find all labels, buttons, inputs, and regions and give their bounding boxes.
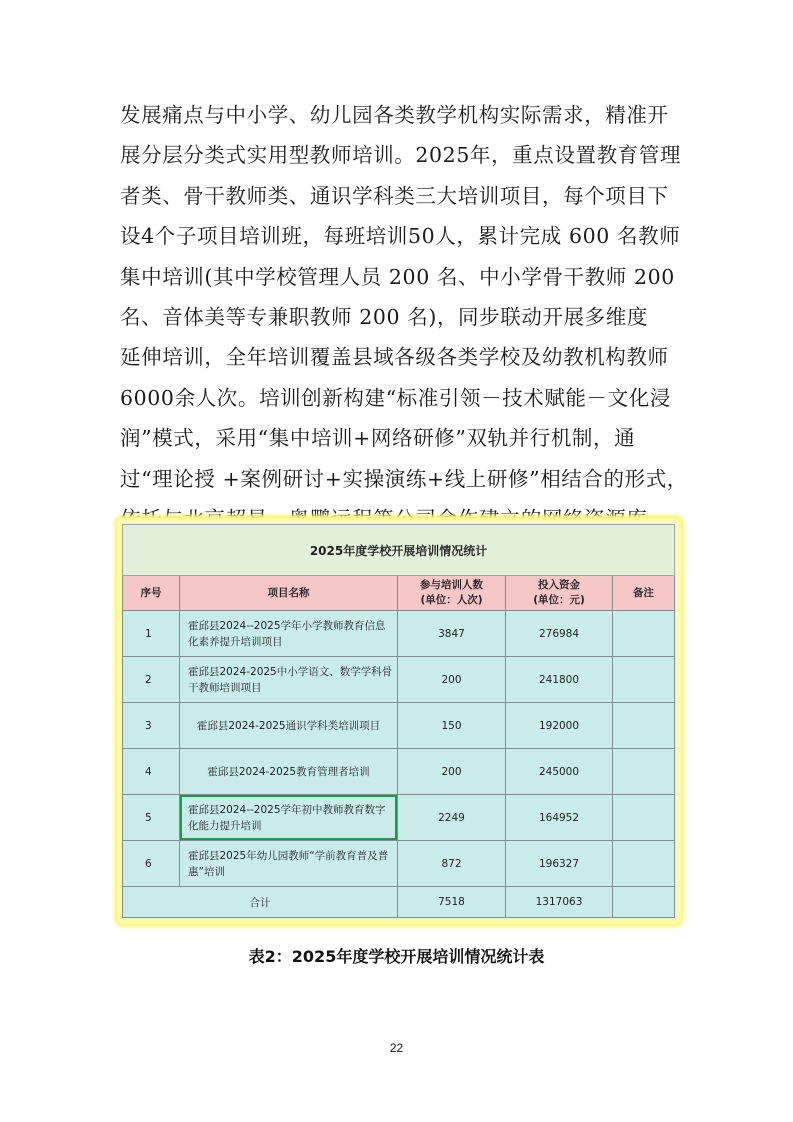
page-number: 22: [389, 1041, 404, 1055]
body-line: 润”模式，采用“集中培训+网络研修”双轨并行机制，通: [120, 426, 636, 451]
cell-note: [613, 795, 675, 841]
cell-name: 霍邱县2024-2025通识学科类培训项目: [180, 703, 398, 749]
total-people: 7518: [398, 887, 506, 918]
body-line: 过“理论授 +案例研讨+实操演练+线上研修”相结合的形式，: [120, 466, 688, 491]
cell-index: 2: [123, 657, 180, 703]
cell-funds: 164952: [506, 795, 613, 841]
total-note: [613, 887, 675, 918]
table-row: [123, 611, 675, 657]
cell-note: [613, 841, 675, 887]
cell-index: 1: [123, 611, 180, 657]
body-line: 发展痛点与中小学、幼儿园各类教学机构实际需求，精准开: [120, 103, 669, 127]
cell-index: 4: [123, 749, 180, 795]
cell-funds: 245000: [506, 749, 613, 795]
body-line: 名、音体美等专兼职教师 200 名)，同步联动开展多维度: [120, 304, 648, 329]
cell-people: 200: [398, 749, 506, 795]
cell-name-selected[interactable]: 霍邱县2024--2025学年初中教师教育数字化能力提升培训: [180, 795, 398, 841]
table-title-row: [123, 525, 675, 576]
cell-index: 5: [123, 795, 180, 841]
body-line: 展分层分类式实用型教师培训。2025年，重点设置教育管理: [120, 143, 681, 168]
header-name: 项目名称: [180, 576, 398, 611]
cell-name: 霍邱县2025年幼儿园教师“学前教育普及普惠”培训: [180, 841, 398, 887]
total-funds: 1317063: [506, 887, 613, 918]
table-row: [123, 749, 675, 795]
cell-index: 3: [123, 703, 180, 749]
table-highlight-frame: [117, 518, 681, 924]
cell-funds: 192000: [506, 703, 613, 749]
body-line: 设4个子项目培训班，每班培训50人，累计完成 600 名教师: [120, 224, 681, 249]
cell-people: 2249: [398, 795, 506, 841]
cell-people: 150: [398, 703, 506, 749]
cell-funds: 276984: [506, 611, 613, 657]
cell-people: 200: [398, 657, 506, 703]
table-row: [123, 841, 675, 887]
header-people: 参与培训人数 (单位：人次): [398, 576, 506, 611]
header-note: 备注: [613, 576, 675, 611]
table-total-row: [123, 887, 675, 918]
table-header-row: [123, 576, 675, 611]
cell-name: 霍邱县2024-2025教育管理者培训: [180, 749, 398, 795]
cell-note: [613, 749, 675, 795]
table-row: [123, 657, 675, 703]
header-index: 序号: [123, 576, 180, 611]
table-caption: 表2：2025年度学校开展培训情况统计表: [248, 947, 545, 966]
cell-people: 3847: [398, 611, 506, 657]
total-label: 合计: [123, 887, 398, 918]
cell-name: 霍邱县2024-2025中小学语文、数学学科骨干教师培训项目: [180, 657, 398, 703]
body-line: 6000余人次。培训创新构建“标准引领－技术赋能－文化浸: [120, 385, 671, 410]
cell-funds: 196327: [506, 841, 613, 887]
cell-name: 霍邱县2024--2025学年小学教师教育信息化素养提升培训项目: [180, 611, 398, 657]
cell-index: 6: [123, 841, 180, 887]
cell-note: [613, 703, 675, 749]
body-line: 集中培训(其中学校管理人员 200 名、中小学骨干教师 200: [120, 264, 675, 289]
training-stats-table: [122, 524, 675, 918]
table-title: 2025年度学校开展培训情况统计: [123, 525, 675, 576]
table-row: [123, 795, 675, 841]
cell-people: 872: [398, 841, 506, 887]
table-row: [123, 703, 675, 749]
header-funds: 投入资金 (单位：元): [506, 576, 613, 611]
body-line: 延伸培训，全年培训覆盖县域各级各类学校及幼教机构教师: [120, 345, 669, 370]
cell-funds: 241800: [506, 657, 613, 703]
body-paragraph: [120, 95, 688, 539]
cell-note: [613, 611, 675, 657]
body-line: 者类、骨干教师类、通识学科类三大培训项目，每个项目下: [120, 183, 669, 208]
cell-note: [613, 657, 675, 703]
